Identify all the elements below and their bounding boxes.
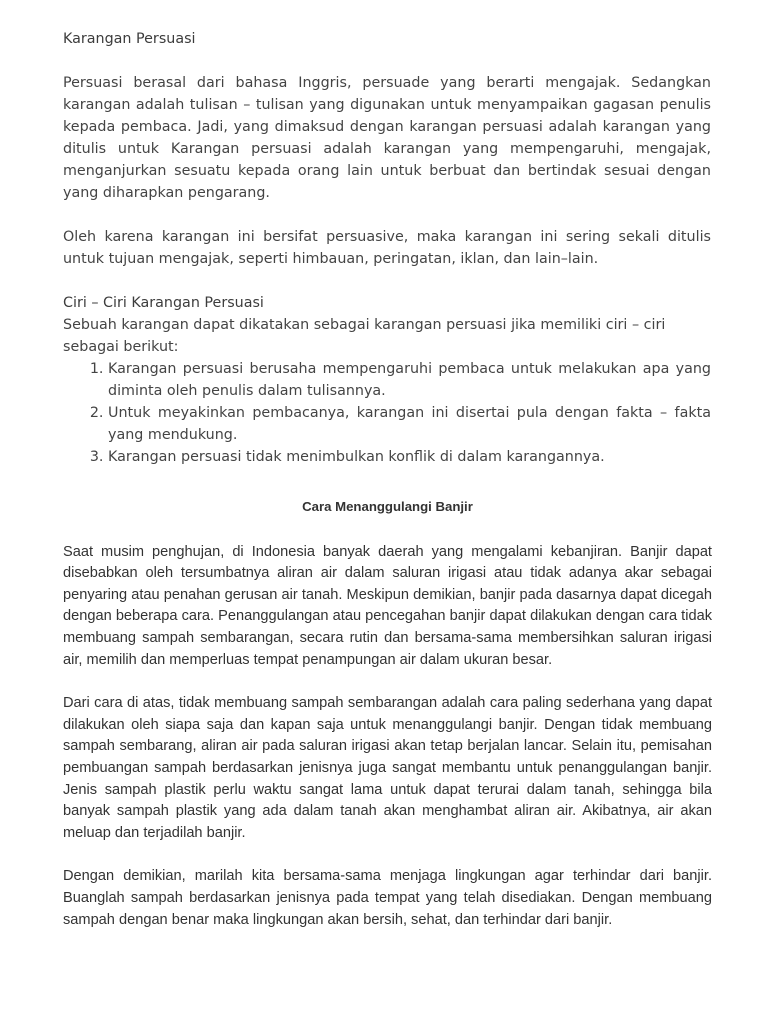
banjir-section [63, 496, 712, 953]
section-title: Cara Menanggulangi Banjir [302, 499, 473, 514]
persuasi-section [63, 28, 711, 468]
list-item: 1. Karangan persuasi berusaha mempengaruhi pembaca untuk melakukan apa yang diminta oleh penulis dalam tulisannya. [108, 358, 711, 402]
list-item: 3. Karangan persuasi tidak menimbulkan konflik di dalam karangannya. [108, 446, 711, 468]
paragraph: Saat musim penghujan, di Indonesia banyak daerah yang mengalami kebanjiran. Banjir dapat disebabkan oleh tersumbatnya aliran air dalam saluran irigasi atau tidak adanya akar sebagai penyaring atau penahan gerusan air tanah. Meskipun demikian, banjir pada dasarnya dapat dicegah dengan beberapa cara. Penanggulangan atau pencegahan banjir dapat dilakukan dengan cara tidak membuang sampah sembarangan, secara rutin dan bersama-sama membersihkan saluran irigasi air, memilih dan memperluas tempat penampungan air dalam ukuran besar. [63, 543, 712, 668]
section-subheading: Ciri – Ciri Karangan Persuasi [63, 295, 264, 311]
section-title: Karangan Persuasi [63, 31, 196, 47]
list-item: 2. Untuk meyakinkan pembacanya, karangan ini disertai pula dengan fakta – fakta yang mendukung. [108, 402, 711, 446]
paragraph: Oleh karena karangan ini bersifat persuasive, maka karangan ini sering sekali ditulis untuk tujuan mengajak, seperti himbauan, peringatan, iklan, dan lain–lain. [63, 229, 711, 267]
list-intro: Sebuah karangan dapat dikatakan sebagai karangan persuasi jika memiliki ciri – ciri sebagai berikut: [63, 317, 666, 355]
characteristics-list [63, 358, 711, 468]
paragraph: Dari cara di atas, tidak membuang sampah sembarangan adalah cara paling sederhana yang dapat dilakukan oleh siapa saja dan kapan saja untuk menanggulangi banjir. Dengan tidak membuang sampah sembarang, aliran air pada saluran irigasi akan tetap berjalan lancar. Selain itu, pemisahan pembuangan sampah berdasarkan jenisnya juga sangat membantu untuk penanggulangan banjir. Jenis sampah plastik perlu waktu sangat lama untuk dapat terurai dalam tanah, sehingga bila banyak sampah plastik yang ada dalam tanah akan menghambat aliran air. Akibatnya, air akan meluap dan terjadilah banjir. [63, 695, 712, 841]
paragraph: Persuasi berasal dari bahasa Inggris, persuade yang berarti mengajak. Sedangkan karangan adalah tulisan – tulisan yang digunakan untuk menyampaikan gagasan penulis kepada pembaca. Jadi, yang dimaksud dengan karangan persuasi adalah karangan yang ditulis untuk Karangan persuasi adalah karangan yang mempengaruhi, mengajak, menganjurkan sesuatu kepada orang lain untuk berbuat dan bertindak sesuai dengan yang diharapkan pengarang. [63, 75, 711, 201]
paragraph: Dengan demikian, marilah kita bersama-sama menjaga lingkungan agar terhindar dari banjir. Buanglah sampah berdasarkan jenisnya pada tempat yang telah disediakan. Dengan membuang sampah dengan benar maka lingkungan akan bersih, sehat, dan terhindar dari banjir. [63, 868, 712, 928]
